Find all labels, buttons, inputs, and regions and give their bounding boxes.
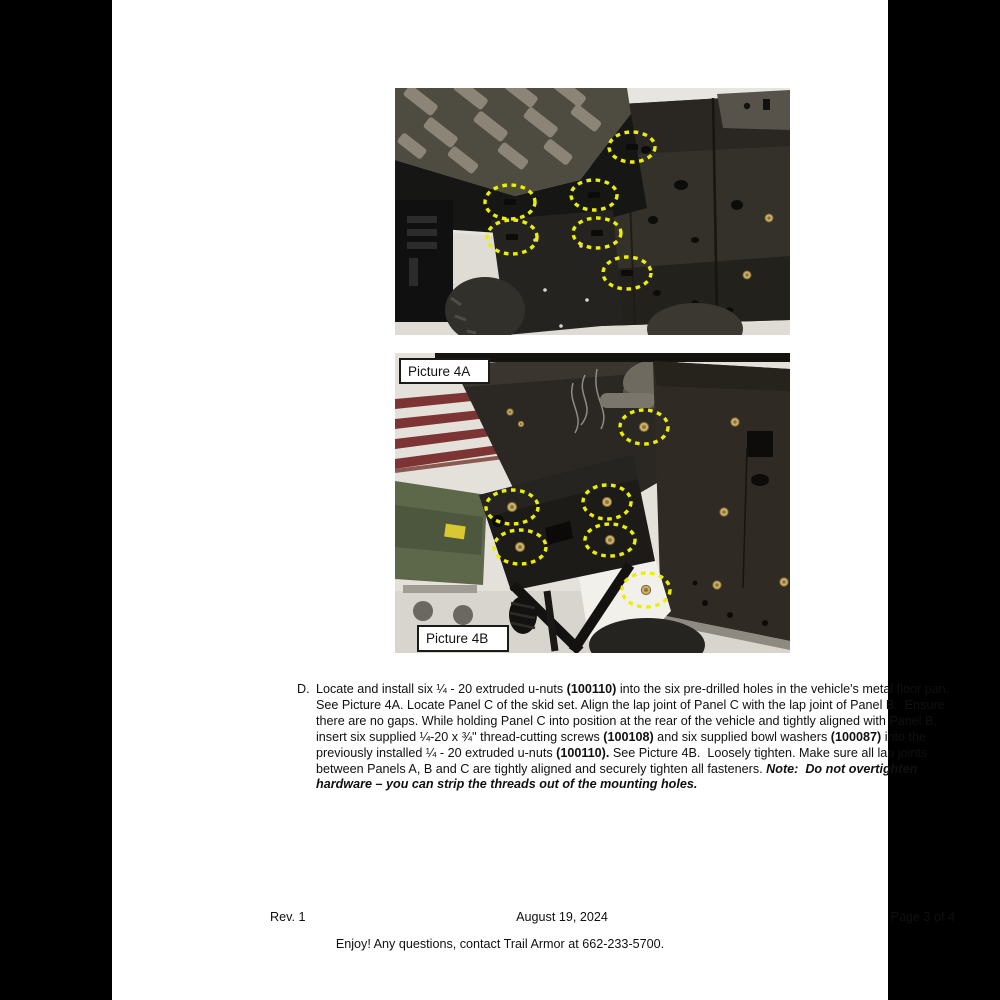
instruction-step-d — [297, 682, 953, 793]
panel-hole — [641, 146, 651, 154]
pre-drilled-hole — [621, 270, 633, 276]
gold-screw-center — [782, 580, 786, 584]
step-text — [316, 682, 953, 793]
step-letter: D. — [297, 682, 310, 696]
gold-screw-center — [733, 420, 737, 424]
panel-hole — [674, 180, 688, 190]
step-text-segment: and six supplied bowl washers — [653, 729, 831, 744]
footer-date: August 19, 2024 — [516, 910, 608, 924]
bumper-slot — [407, 229, 437, 236]
frame-arm — [600, 393, 655, 408]
bumper-slot — [407, 216, 437, 223]
pre-drilled-hole — [626, 144, 638, 150]
footer-page-number: Page 3 of 4 — [890, 910, 955, 924]
pre-drilled-hole — [504, 199, 516, 205]
step-text-segment: (100108) — [603, 729, 654, 744]
gold-screw-center — [745, 273, 748, 276]
gold-screw-center — [722, 510, 726, 514]
picture-4a-label-text: Picture 4A — [408, 363, 471, 379]
picture-4a-label — [399, 358, 490, 384]
gold-screw-center — [644, 588, 648, 592]
gold-screw-center — [608, 538, 612, 542]
panel-hole — [731, 200, 743, 210]
frame-hole — [744, 103, 750, 109]
footer-contact-line: Enjoy! Any questions, contact Trail Armor at 662-233-5700. — [335, 937, 665, 951]
step-text-segment: Note: Do not overtighten hardware – you can strip the threads out of the mounting holes. — [316, 761, 921, 792]
pre-drilled-hole — [591, 230, 603, 236]
step-text-segment: into the previously installed ¼ - 20 extruded u-nuts — [316, 729, 930, 760]
gold-screw-center — [605, 500, 609, 504]
step-text-segment: (100110) — [566, 682, 617, 696]
panel-notch — [747, 431, 773, 457]
step-text-segment: See Picture 4B. Loosely tighten. Make sure all lap joints between Panels A, B and C are tightly aligned and securely tighten all fasteners. — [316, 745, 931, 776]
gold-screw-center — [642, 425, 646, 429]
bumper-slot — [409, 258, 418, 286]
picture-4b-label-text: Picture 4B — [426, 631, 489, 646]
picture-4b-label — [417, 625, 509, 652]
footer-revision: Rev. 1 — [270, 910, 306, 924]
gold-screw-center — [509, 411, 512, 414]
gold-screw-center — [767, 216, 770, 219]
step-text-segment: into the six pre-drilled holes in the vehicle's metal floor pan. See Picture 4A. Locate Panel C of the skid set. Align the lap joint of Panel C with the lap joint of Panel B. Ensure there are no gaps. While holding Panel C into position at the rear of the vehicle and tightly aligned with Panel B, insert six supplied ¼-20 x ¾" thread-cutting screws — [316, 682, 953, 744]
step-text-segment: (100087) — [830, 729, 882, 744]
gold-screw-center — [520, 423, 522, 425]
panel-hole — [648, 216, 658, 224]
right-panel — [653, 361, 790, 641]
step-text-segment: Locate and install six ¼ - 20 extruded u-nuts — [316, 682, 567, 696]
picture-4b-photo — [395, 353, 790, 653]
panel-hole — [751, 474, 769, 486]
gold-screw-center — [715, 583, 719, 587]
frame-block — [717, 90, 790, 130]
pre-drilled-hole — [506, 234, 518, 240]
warning-label — [444, 524, 466, 540]
pre-drilled-hole — [588, 192, 600, 198]
document-page — [112, 0, 955, 1000]
bumper-slot — [407, 242, 437, 249]
frame-slot — [763, 99, 770, 110]
step-text-segment: (100110). — [556, 745, 610, 760]
picture-4a-photo — [395, 88, 790, 335]
gold-screw-center — [510, 505, 514, 509]
gold-screw-center — [518, 545, 522, 549]
panel-hole — [691, 237, 699, 243]
panel-hole — [653, 290, 661, 296]
